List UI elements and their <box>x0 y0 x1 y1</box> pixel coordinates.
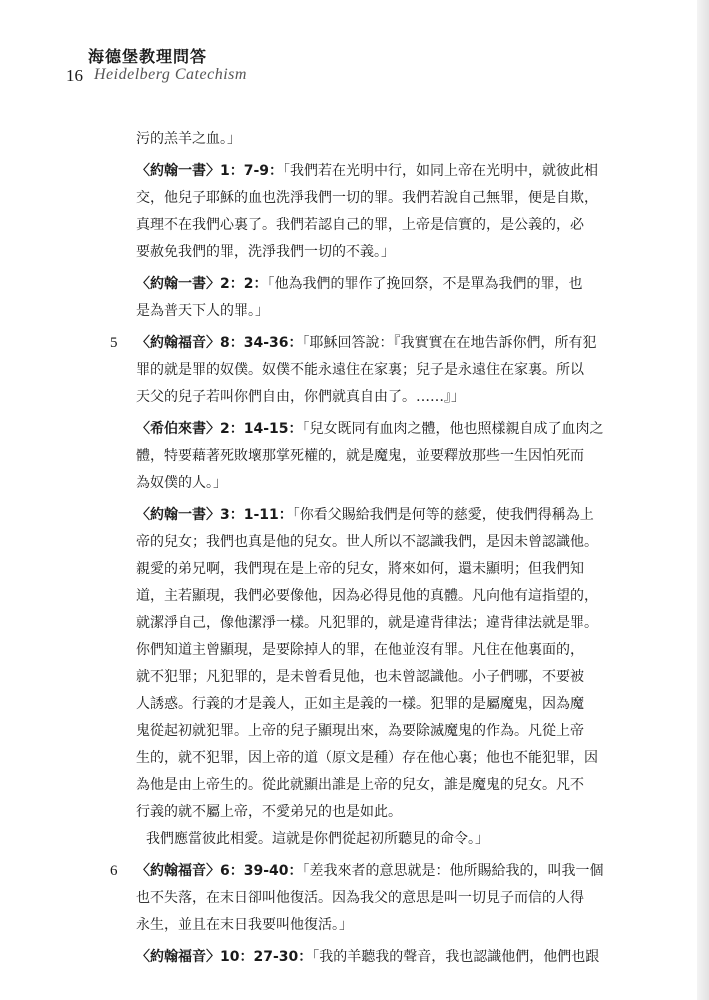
text-line: 交，他兒子耶穌的血也洗淨我們一切的罪。我們若說自己無罪，便是自欺， <box>136 190 598 206</box>
scripture-paragraph <box>136 826 671 853</box>
text-line <box>136 944 671 971</box>
answer-number: 5 <box>110 335 118 351</box>
text-line: 罪的就是罪的奴僕。奴僕不能永遠住在家裏；兒子是永遠住在家裏。所以 <box>136 362 584 378</box>
text-line: 為他是由上帝生的。從此就顯出誰是上帝的兒女，誰是魔鬼的兒女。凡不 <box>136 777 584 793</box>
scripture-paragraph <box>110 330 671 411</box>
text-line: 帝的兒女；我們也真是他的兒女。世人所以不認識我們，是因未曾認識他。 <box>136 534 598 550</box>
scripture-reference: 〈約翰一書〉3：1-11： <box>136 507 293 523</box>
body-text <box>110 126 671 971</box>
scripture-paragraph <box>136 502 671 826</box>
scripture-reference: 〈約翰一書〉2：2： <box>136 276 268 292</box>
scripture-paragraph <box>110 858 671 939</box>
scripture-paragraph <box>136 126 671 153</box>
text-line: 「兒女既同有血肉之體，他也照樣親自成了血肉之 <box>302 421 604 437</box>
scripture-reference: 〈希伯來書〉2：14-15： <box>136 421 303 437</box>
text-line: 永生，並且在末日我要叫他復活。」 <box>136 917 353 933</box>
text-line: 天父的兒子若叫你們自由，你們就真自由了。……』」 <box>136 389 465 405</box>
scripture-paragraph <box>136 416 671 497</box>
text-line: 是為普天下人的罪。」 <box>136 303 269 319</box>
text-line: 「耶穌回答說：『我實實在在地告訴你們，所有犯 <box>302 335 597 351</box>
text-line: 體，特要藉著死敗壞那掌死權的，就是魔鬼，並要釋放那些一生因怕死而 <box>136 448 584 464</box>
page-number: 16 <box>66 66 83 85</box>
scripture-paragraph <box>136 271 671 325</box>
text-line <box>136 330 671 357</box>
text-line <box>136 858 671 885</box>
text-line: 我們應當彼此相愛。這就是你們從起初所聽見的命令。」 <box>146 831 489 847</box>
text-line: 行義的就不屬上帝，不愛弟兄的也是如此。 <box>136 804 402 820</box>
scripture-reference: 〈約翰福音〉8：34-36： <box>136 335 303 351</box>
text-line: 你們知道主曾顯現，是要除掉人的罪，在他並沒有罪。凡住在他裏面的， <box>136 642 584 658</box>
text-line <box>136 158 671 185</box>
text-line: 「他為我們的罪作了挽回祭，不是單為我們的罪，也 <box>267 276 583 292</box>
scripture-reference: 〈約翰福音〉6：39-40： <box>136 863 303 879</box>
text-line: 生的，就不犯罪，因上帝的道（原文是種）存在他心裏；他也不能犯罪，因 <box>136 750 598 766</box>
text-line: 「差我來者的意思就是：他所賜給我的，叫我一個 <box>302 863 604 879</box>
text-line <box>136 502 671 529</box>
scripture-reference: 〈約翰福音〉10：27-30： <box>136 949 313 965</box>
text-line: 也不失落，在末日卻叫他復活。因為我父的意思是叫一切見子而信的人得 <box>136 890 584 906</box>
text-line: 親愛的弟兄啊，我們現在是上帝的兒女，將來如何，還未顯明；但我們知 <box>136 561 584 577</box>
text-line: 真理不在我們心裏了。我們若認自己的罪，上帝是信實的，是公義的，必 <box>136 217 584 233</box>
text-line: 就潔淨自己，像他潔淨一樣。凡犯罪的，就是違背律法；違背律法就是罪。 <box>136 615 598 631</box>
book-title: 海德堡教理問答 <box>88 47 208 66</box>
text-line: 人誘惑。行義的才是義人，正如主是義的一樣。犯罪的是屬魔鬼，因為魔 <box>136 696 584 712</box>
text-line <box>136 416 671 443</box>
page-edge-shadow <box>697 0 709 1000</box>
text-line: 「我的羊聽我的聲音，我也認識他們，他們也跟 <box>312 949 600 965</box>
scripture-paragraph <box>136 158 671 266</box>
scripture-paragraph <box>136 944 671 971</box>
text-line: 「你看父賜給我們是何等的慈愛，使我們得稱為上 <box>292 507 594 523</box>
text-line: 為奴僕的人。」 <box>136 475 227 491</box>
text-line <box>136 271 671 298</box>
answer-number: 6 <box>110 863 118 879</box>
subtitle-english: Heidelberg Catechism <box>94 66 247 83</box>
text-line: 就不犯罪；凡犯罪的，是未曾看見他，也未曾認識他。小子們哪，不要被 <box>136 669 584 685</box>
text-line: 道，主若顯現，我們必要像他，因為必得見他的真體。凡向他有這指望的， <box>136 588 598 604</box>
text-line: 「我們若在光明中行，如同上帝在光明中，就彼此相 <box>283 163 599 179</box>
text-line: 污的羔羊之血。」 <box>136 131 241 147</box>
text-line: 要赦免我們的罪，洗淨我們一切的不義。」 <box>136 244 395 260</box>
scripture-reference: 〈約翰一書〉1：7-9： <box>136 163 284 179</box>
text-line: 鬼從起初就犯罪。上帝的兒子顯現出來，為要除滅魔鬼的作為。凡從上帝 <box>136 723 584 739</box>
